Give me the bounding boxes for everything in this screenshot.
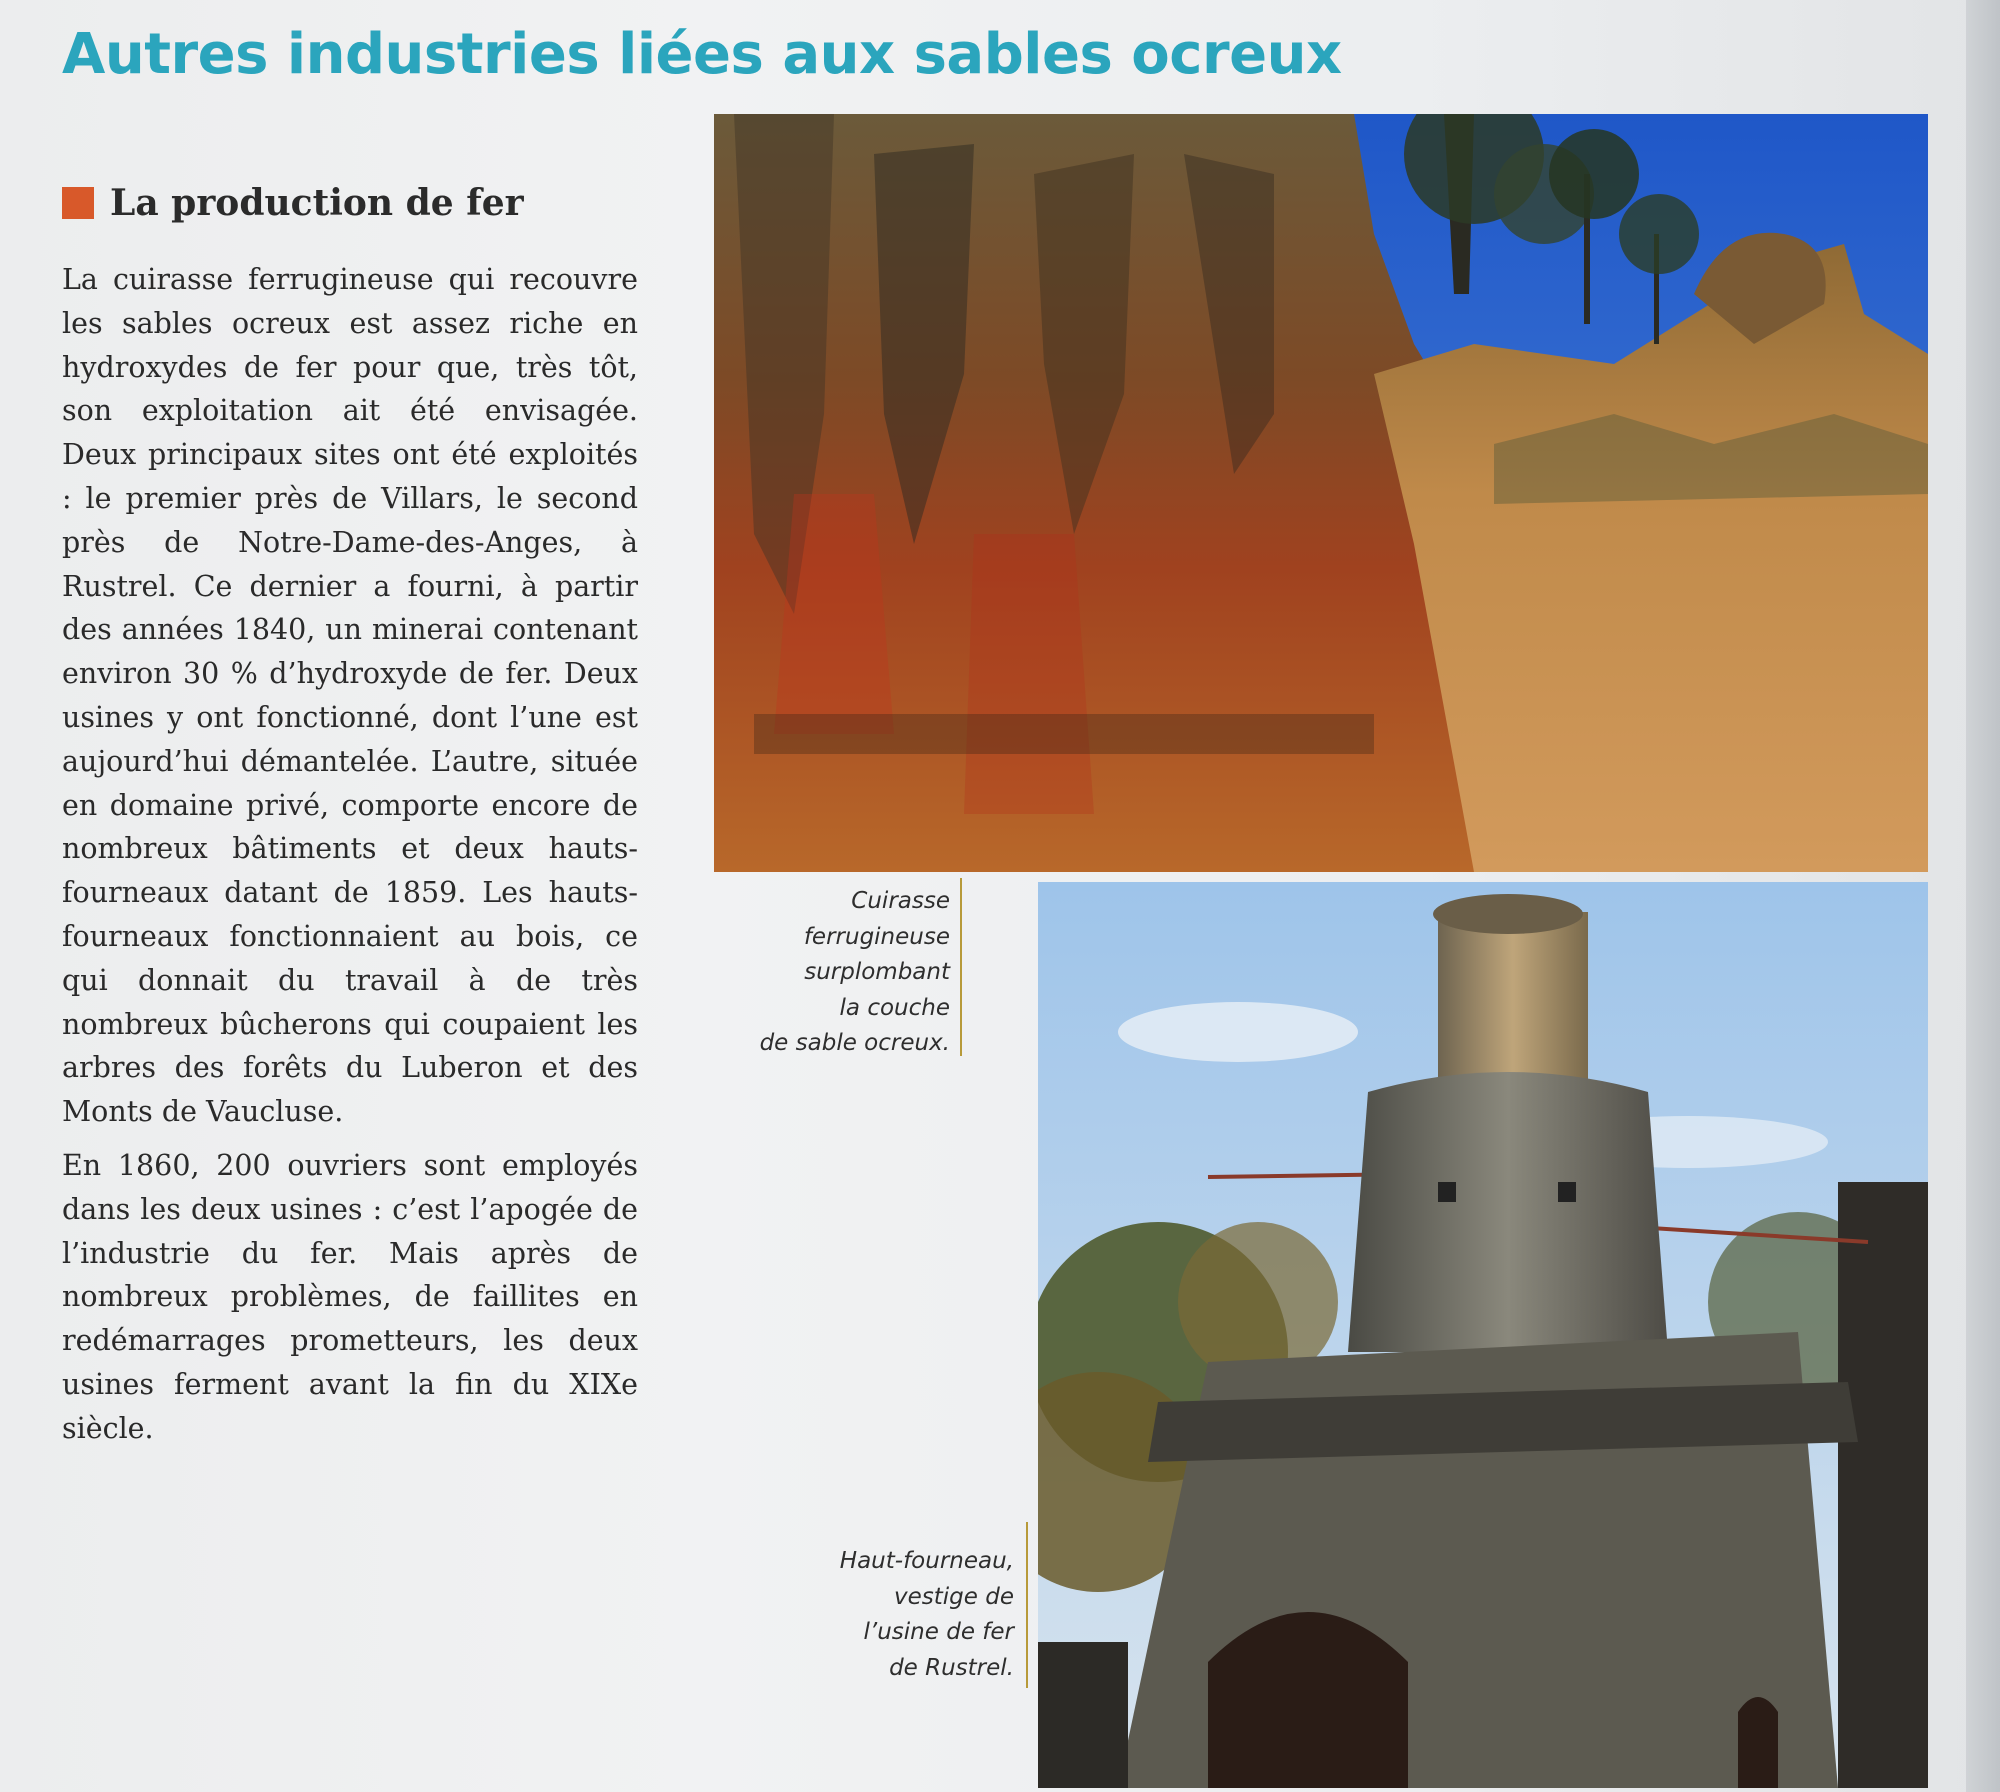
cliff-photo-image — [714, 114, 1928, 872]
body-text — [62, 258, 638, 1461]
page-title: Autres industries liées aux sables ocreux — [62, 22, 1342, 87]
orange-square-icon — [62, 187, 94, 219]
caption-cliff: Cuirasse ferrugineuse surplombant la couche de sable ocreux. — [759, 888, 950, 1056]
caption-rule-cliff — [960, 878, 962, 1056]
section-title: La production de fer — [110, 182, 524, 224]
cliff-photo — [714, 114, 1928, 872]
caption-rule-furnace — [1026, 1522, 1028, 1688]
furnace-photo — [1038, 882, 1928, 1788]
panel-frame-edge — [1966, 0, 2000, 1792]
paragraph-2: En 1860, 200 ouvriers sont employés dans les deux usines : c’est l’apogée de l’industrie du fer. Mais après de nombreux problèmes, de faillites en redémarrages prometteurs, les deux usines ferment avant la fin du XIXe siècle. — [62, 1148, 638, 1445]
caption-furnace: Haut-fourneau, vestige de l’usine de fer de Rustrel. — [839, 1548, 1014, 1681]
furnace-photo-image — [1038, 882, 1928, 1788]
paragraph-1: La cuirasse ferrugineuse qui recouvre les sables ocreux est assez riche en hydroxydes de fer pour que, très tôt, son exploitation ait été envisagée. Deux principaux sites ont été exploités : le premier près de Villars, le second près de Notre-Dame-des-Anges, à Rustrel. Ce dernier a fourni, à partir des années 1840, un minerai contenant environ 30 % d’hydroxyde de fer. Deux usines y ont fonctionné, dont l’une est aujourd’hui démantelée. L’autre, située en domaine privé, comporte encore de nombreux bâtiments et deux hauts-fourneaux datant de 1859. Les hauts-fourneaux fonctionnaient au bois, ce qui donnait du travail à de très nombreux bûcherons qui coupaient les arbres des forêts du Luberon et des Monts de Vaucluse. — [62, 263, 638, 1129]
section-heading — [62, 182, 524, 224]
